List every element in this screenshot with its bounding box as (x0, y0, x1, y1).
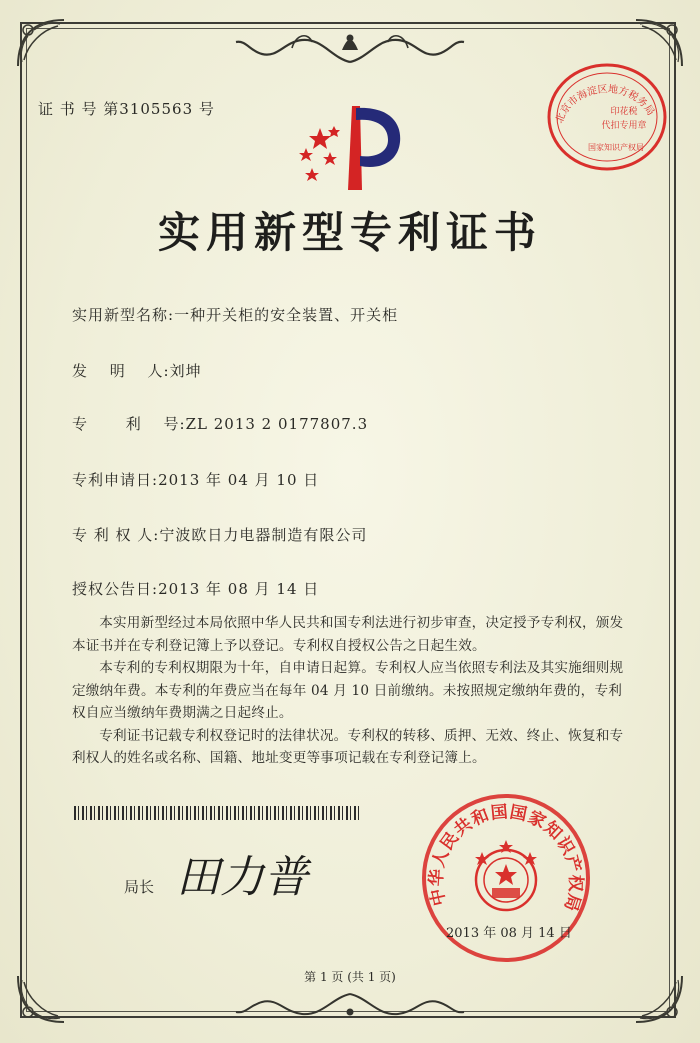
field-label: 授权公告日: (72, 580, 159, 598)
field-label: 实用新型名称: (72, 306, 175, 324)
bottom-ornament-icon (232, 990, 468, 1022)
body-paragraph: 专利证书记载专利权登记时的法律状况。专利权的转移、质押、无效、终止、恢复和专利权人的姓名或名称、国籍、地址变更等事项记载在专利登记簿上。 (72, 727, 624, 766)
field-grant-date (72, 578, 319, 599)
body-paragraph: 本专利的专利权期限为十年，自申请日起算。专利权人应当依照专利法及其实施细则规定缴纳年费。本专利的年费应当在每年 04 月 10 日前缴纳。未按照规定缴纳年费的，专利权自应当缴纳年费期满之日起终止。 (72, 660, 624, 721)
tax-stamp-arc-text: 北京市海淀区地方税务局 (554, 84, 656, 126)
corner-ornament-icon (14, 16, 68, 70)
field-value: ZL 2013 2 0177807.3 (185, 415, 369, 433)
tax-stamp-line-3: 国家知识产权局 (588, 143, 644, 152)
page-footer: 第 1 页 (共 1 页) (304, 970, 396, 984)
field-application-date (72, 469, 319, 490)
barcode (74, 806, 360, 820)
tax-stamp-line-2: 代扣专用章 (601, 121, 647, 131)
field-inventor (72, 360, 202, 381)
tax-stamp-line-1: 印花税 (610, 107, 638, 117)
svg-text:田力普: 田力普 (176, 852, 308, 903)
seal-arc-text: 中华人民共和国国家知识产权局 (426, 802, 586, 915)
field-value: 宁波欧日力电器制造有限公司 (159, 526, 368, 544)
certificate-body (72, 612, 632, 770)
field-value: 一种开关柜的安全装置、开关柜 (174, 306, 399, 324)
field-label: 专 利 权 人: (72, 526, 160, 544)
national-emblem-icon (475, 840, 537, 910)
field-patentee (72, 524, 367, 545)
seal-date: 2013 年 08 月 14 日 (446, 926, 572, 941)
cnipa-logo-icon (290, 100, 408, 195)
field-patent-name (72, 304, 398, 325)
page-title: 实用新型专利证书 (157, 208, 542, 257)
body-paragraph: 本实用新型经过本局依照中华人民共和国专利法进行初步审查，决定授予专利权，颁发本证书并在专利登记簿上予以登记。专利权自授权公告之日起生效。 (72, 615, 624, 654)
field-value: 2013 年 04 月 10 日 (158, 471, 320, 489)
top-ornament-icon (232, 28, 468, 66)
field-label: 发 明 人: (72, 362, 170, 380)
field-value: 2013 年 08 月 14 日 (158, 580, 320, 598)
director-signature (176, 846, 336, 906)
director-label: 局长 (124, 878, 155, 896)
certificate-number: 证 书 号 第3105563 号 (38, 100, 215, 118)
field-value: 刘坤 (169, 362, 202, 380)
tax-stamp (546, 62, 668, 172)
field-label: 专 利 号: (72, 415, 186, 433)
field-patent-number (72, 413, 368, 434)
field-label: 专利申请日: (72, 471, 159, 489)
